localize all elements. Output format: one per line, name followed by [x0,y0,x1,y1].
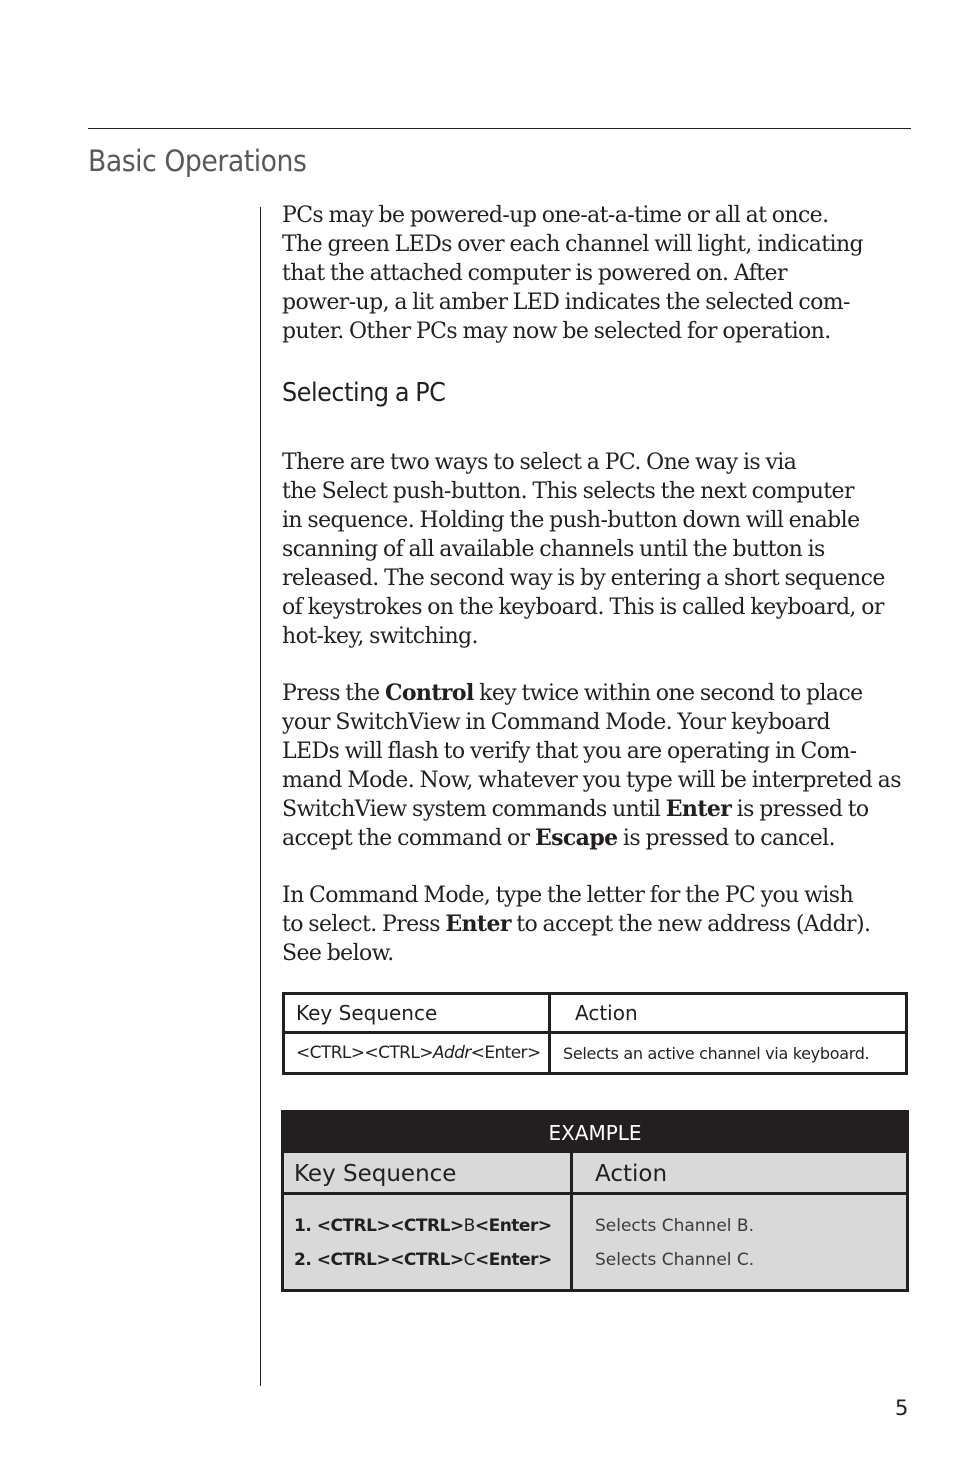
margin-rule [260,207,261,1386]
text-line: mand Mode. Now, whatever you type will be interpreted as [282,768,901,793]
divider [570,1153,573,1292]
text-line: released. The second way is by entering a short sequence [282,566,885,591]
text-line [282,797,869,822]
text-line: In Command Mode, type the letter for the PC you wish [282,883,854,908]
example-table [281,1110,909,1292]
key-run: <Enter> [475,1250,552,1270]
intro-line: power-up, a lit amber LED indicates the selected com- [282,290,850,315]
key-run: <CTRL><CTRL> [296,1043,433,1063]
text-line: There are two ways to select a PC. One way is via [282,450,797,475]
text-line [282,912,870,937]
text-run: SwitchView system commands until [282,797,666,822]
key-run: <Enter> [474,1216,552,1236]
text-run: accept the command or [282,826,535,851]
enter-key-term: Enter [445,911,511,937]
page-number: 5 [895,1396,909,1420]
example-action-row-2: Selects Channel C. [595,1250,755,1270]
action-cell: Selects an active channel via keyboard. [550,1033,907,1074]
table-header-row [284,994,907,1033]
intro-line: that the attached computer is powered on. After [282,261,787,286]
text-run: to select. Press [282,912,446,937]
top-rule [88,128,911,129]
key-sequence-table [282,992,908,1075]
text-line: See below. [282,941,394,966]
example-banner: EXAMPLE [284,1113,906,1153]
intro-line: The green LEDs over each channel will light, indicating [282,232,864,257]
example-action-row-1: Selects Channel B. [595,1216,754,1236]
text-line: your SwitchView in Command Mode. Your keyboard [282,710,830,735]
text-run: to accept the new address (Addr). [510,912,871,937]
key-run: <Enter> [470,1043,541,1063]
text-run: Press the [282,681,385,706]
key-sequence-cell [284,1033,550,1074]
text-line: of keystrokes on the keyboard. This is called keyboard, or [282,595,884,620]
text-line: scanning of all available channels until the button is [282,537,825,562]
text-run: is pressed to [731,797,869,822]
key-run: 2. <CTRL><CTRL> [294,1250,464,1270]
text-line: LEDs will flash to verify that you are operating in Com- [282,739,857,764]
divider [284,1192,906,1195]
selecting-paragraph-1 [282,448,912,651]
selecting-heading: Selecting a PC [282,378,446,408]
channel-letter: B [463,1216,475,1236]
example-header-key-sequence: Key Sequence [294,1161,457,1187]
table-row [284,1033,907,1074]
example-header-action: Action [595,1161,668,1187]
text-line [282,826,835,851]
intro-line: puter. Other PCs may now be selected for operation. [282,319,831,344]
text-run: key twice within one second to place [473,681,863,706]
selecting-paragraph-2 [282,679,912,853]
enter-key-term: Enter [665,796,732,822]
control-key-term: Control [384,680,474,706]
escape-key-term: Escape [534,825,618,851]
text-line: the Select push-button. This selects the next computer [282,479,854,504]
channel-letter: C [463,1250,476,1270]
example-key-row-2 [294,1250,552,1270]
header-key-sequence: Key Sequence [284,994,550,1033]
section-title: Basic Operations [88,144,307,178]
example-key-row-1 [294,1216,552,1236]
selecting-paragraph-3 [282,881,912,968]
intro-line: PCs may be powered-up one-at-a-time or all at once. [282,203,829,228]
text-line [282,681,863,706]
text-line: in sequence. Holding the push-button down will enable [282,508,860,533]
addr-placeholder: Addr [432,1043,471,1063]
text-run: is pressed to cancel. [617,826,835,851]
header-action: Action [550,994,907,1033]
intro-paragraph [282,201,912,346]
text-line: hot-key, switching. [282,624,478,649]
key-run: 1. <CTRL><CTRL> [294,1216,464,1236]
